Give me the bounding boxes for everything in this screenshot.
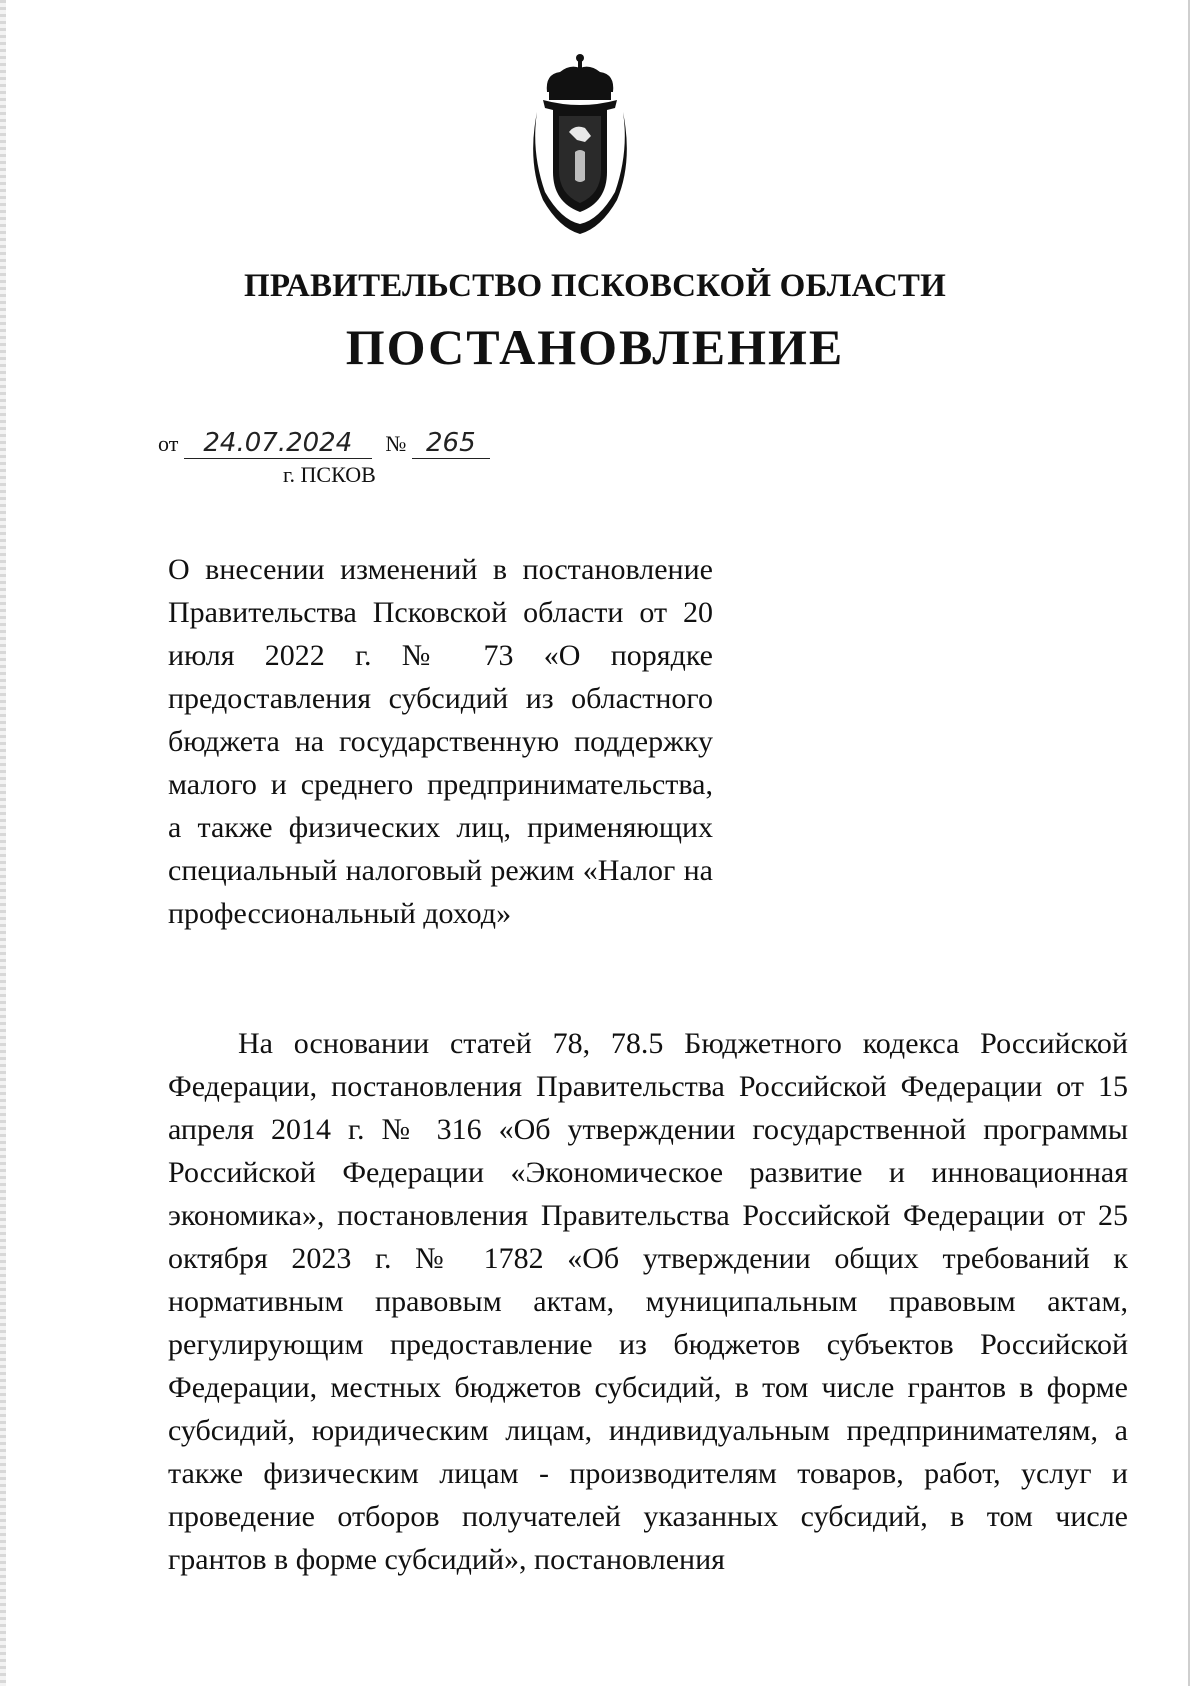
number-field — [412, 428, 490, 459]
date-field — [184, 428, 372, 459]
document-type-title: ПОСТАНОВЛЕНИЕ — [345, 319, 845, 375]
city-label: г. ПСКОВ — [283, 462, 376, 487]
number-prefix: № — [385, 431, 407, 456]
date-number-line — [158, 428, 490, 459]
scan-edge-left — [0, 0, 6, 1686]
date-value: 24.07.2024 — [203, 428, 353, 458]
organization-title: ПРАВИТЕЛЬСТВО ПСКОВСКОЙ ОБЛАСТИ — [243, 268, 947, 304]
preamble-paragraph: На основании статей 78, 78.5 Бюджетного кодекса Российской Федерации, постановления Правительства Российской Федерации от 15 апреля 2014 г. № 316 «Об утверждении государственной программы Российской Федерации «Экономическое развитие и инновационная экономика», постановления Правительства Российской Федерации от 25 октября 2023 г. № 1782 «Об утверждении общих требований к нормативным правовым актам, муниципальным правовым актам, регулирующим предоставление из бюджетов субъектов Российской Федерации, местных бюджетов субсидий, в том числе грантов в форме субсидий, юридическим лицам, индивидуальным предпринимателям, а также физическим лицам - производителям товаров, работ, услуг и проведение отборов получателей указанных субсидий, в том числе грантов в форме субсидий», постановления — [168, 1027, 1128, 1576]
scan-edge-right — [1188, 0, 1190, 1686]
document-subject: О внесении изменений в постановление Правительства Псковской области от 20 июля 2022 г. № 73 «О порядке предоставления субсидий из областного бюджета на государственную поддержку малого и среднего предпринимательства, а также физических лиц, применяющих специальный налоговый режим «Налог на профессиональный доход» — [168, 553, 713, 930]
number-value: 265 — [426, 428, 476, 458]
date-prefix: от — [158, 431, 179, 456]
coat-of-arms-icon — [525, 52, 635, 237]
